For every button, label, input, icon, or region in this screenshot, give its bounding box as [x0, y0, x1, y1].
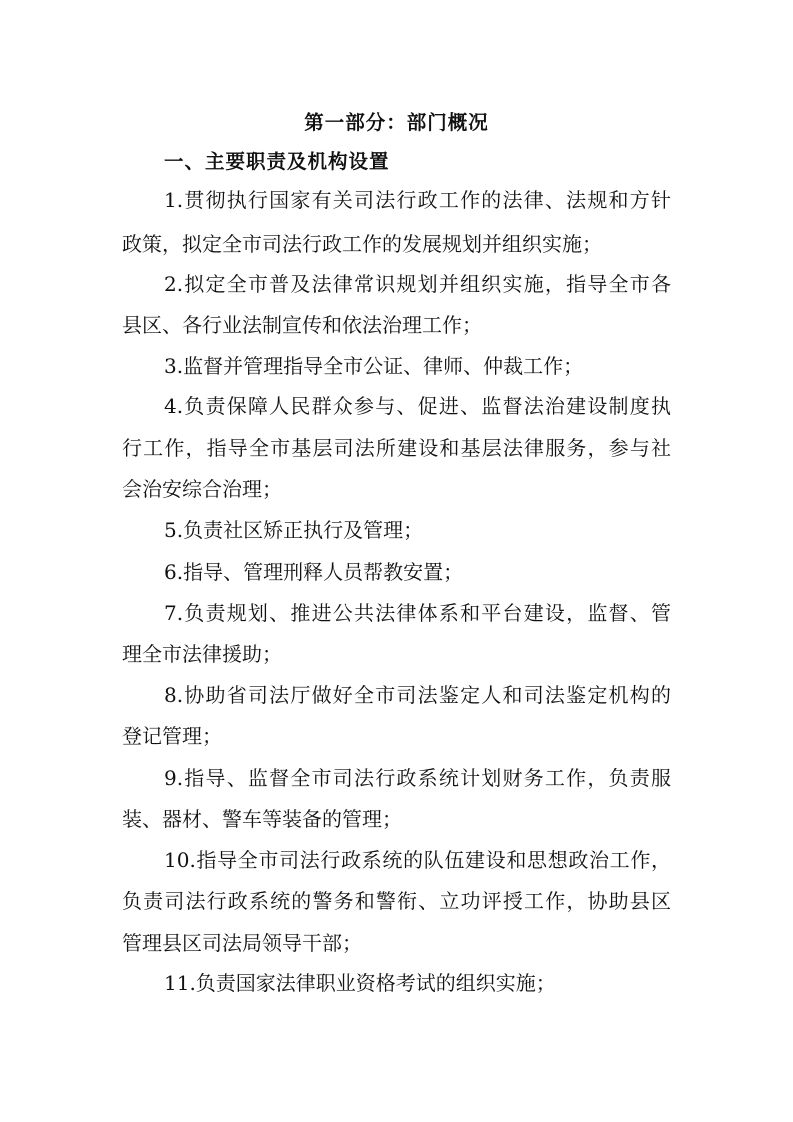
item-10-line-3: 管理县区司法局领导干部；: [122, 931, 362, 955]
item-9-line-1: 9.指导、监督全市司法行政系统计划财务工作，负责服: [164, 766, 671, 790]
item-10-line-1: 10.指导全市司法行政系统的队伍建设和思想政治工作，: [164, 848, 671, 872]
item-1-line-2: 政策，拟定全市司法行政工作的发展规划并组织实施；: [122, 232, 602, 256]
section-heading: 一、主要职责及机构设置: [164, 150, 390, 173]
item-7-line-2: 理全市法律援助；: [122, 642, 282, 666]
item-10-line-2: 负责司法行政系统的警务和警衔、立功评授工作，协助县区: [122, 889, 671, 913]
item-6-line-1: 6.指导、管理刑释人员帮教安置；: [164, 560, 464, 584]
item-1-line-1: 1.贯彻执行国家有关司法行政工作的法律、法规和方针: [164, 188, 671, 212]
item-9-line-2: 装、器材、警车等装备的管理；: [122, 807, 402, 831]
item-5-line-1: 5.负责社区矫正执行及管理；: [164, 518, 424, 542]
item-8-line-2: 登记管理；: [122, 724, 222, 748]
item-4-line-2: 行工作，指导全市基层司法所建设和基层法律服务，参与社: [122, 436, 671, 460]
page-title: 第一部分：部门概况: [304, 111, 489, 134]
item-8-line-1: 8.协助省司法厅做好全市司法鉴定人和司法鉴定机构的: [164, 683, 671, 707]
item-11-line-1: 11.负责国家法律职业资格考试的组织实施；: [164, 971, 556, 995]
item-2-line-2: 县区、各行业法制宣传和依法治理工作；: [122, 313, 482, 337]
item-4-line-3: 会治安综合治理；: [122, 477, 282, 501]
item-2-line-1: 2.拟定全市普及法律常识规划并组织实施，指导全市各: [164, 272, 671, 296]
item-3-line-1: 3.监督并管理指导全市公证、律师、仲裁工作；: [164, 354, 584, 378]
item-7-line-1: 7.负责规划、推进公共法律体系和平台建设，监督、管: [164, 601, 671, 625]
item-4-line-1: 4.负责保障人民群众参与、促进、监督法治建设制度执: [164, 394, 671, 418]
